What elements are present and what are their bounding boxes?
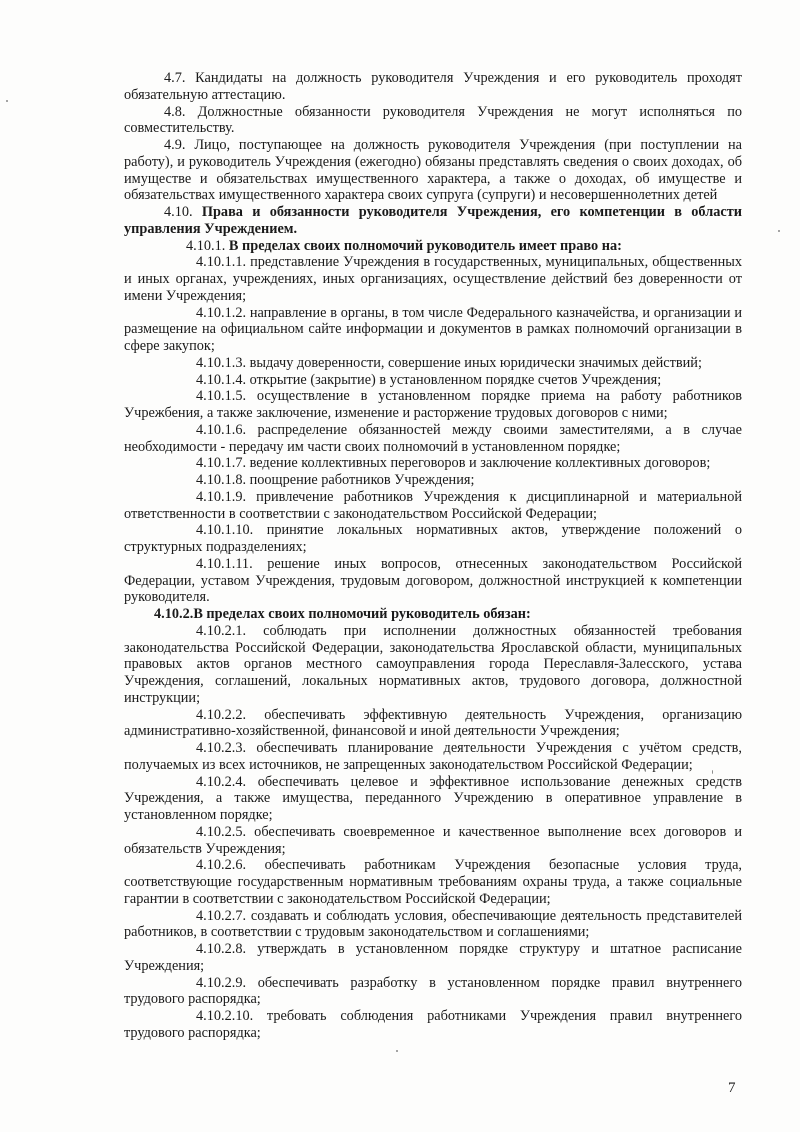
scan-speck: [396, 1050, 398, 1052]
paragraph-4-8: 4.8. Должностные обязанности руководителя Учреждения не могут исполняться по совместительству.: [124, 103, 742, 137]
paragraph-4-10-2-1: 4.10.2.1. соблюдать при исполнении должностных обязанностей требования законодательства Российской Федерации, законодательства Ярославской области, муниципальных правовых актов органов местного самоуправления города Переславля-Залесского, устава Учреждения, соглашений, локальных нормативных актов, трудового договора, должностной инструкции;: [124, 622, 742, 706]
document-body: [124, 70, 742, 1042]
paragraph-4-10-1-5: 4.10.1.5. осуществление в установленном порядке приема на работу работников Учрежбения, а также заключение, изменение и расторжение трудовых договоров с ними;: [124, 388, 742, 421]
paragraph-4-10-1-3: 4.10.1.3. выдачу доверенности, совершение иных юридически значимых действий;: [196, 354, 702, 371]
paragraph-4-10-2-6: 4.10.2.6. обеспечивать работникам Учреждения безопасные условия труда, соответствующие государственным нормативным требованиям охраны труда, а также социальные гарантии в соответствии с законодательством Российской Федерации;: [124, 857, 742, 907]
paragraph-4-10-1-2: 4.10.1.2. направление в органы, в том числе Федерального казначейства, и организации и размещение на официальном сайте информации и документов в рамках полномочий организации в сфере закупок;: [124, 304, 742, 354]
paragraph-4-10-2-9: 4.10.2.9. обеспечивать разработку в установленном порядке правил внутреннего трудового распорядка;: [124, 974, 742, 1008]
paragraph-4-10-2: [124, 606, 742, 623]
paragraph-4-10-1-7: 4.10.1.7. ведение коллективных переговоров и заключение коллективных договоров;: [196, 455, 711, 472]
paragraph-4-10-1-8: 4.10.1.8. поощрение работников Учреждения;: [196, 472, 475, 488]
scan-speck: [6, 100, 8, 102]
page-number: 7: [728, 1080, 736, 1096]
section-number: 4.10.1.: [186, 237, 226, 254]
paragraph-4-10-2-7: 4.10.2.7. создавать и соблюдать условия, обеспечивающие деятельность представителей работников, в соответствии с трудовым законодательством и соглашениями;: [124, 907, 742, 941]
scan-speck: [712, 770, 713, 774]
paragraph-4-10-2-10: 4.10.2.10. требовать соблюдения работниками Учреждения правил внутреннего трудового распорядка;: [124, 1008, 742, 1041]
paragraph-4-10-1-1: 4.10.1.1. представление Учреждения в государственных, муниципальных, общественных и иных органах, учреждениях, иных организациях, осуществление действий без доверенности от имени Учреждения;: [124, 254, 742, 304]
paragraph-4-10-1-4: 4.10.1.4. открытие (закрытие) в установленном порядке счетов Учреждения;: [196, 371, 662, 388]
paragraph-4-10-1-11: 4.10.1.11. решение иных вопросов, отнесенных законодательством Российской Федерации, уставом Учреждения, трудовым договором, должностной инструкцией к компетенции руководителя.: [124, 555, 742, 606]
section-number: 4.10.: [164, 204, 193, 220]
section-heading: В пределах своих полномочий руководитель имеет право на:: [228, 237, 622, 254]
paragraph-4-10-2-3: 4.10.2.3. обеспечивать планирование деятельности Учреждения с учётом средств, получаемых из всех источников, не запрещенных законодательством Российской Федерации;: [124, 740, 742, 773]
section-heading: Права и обязанности руководителя Учреждения, его компетенции в области управления Учреждением.: [124, 204, 742, 237]
paragraph-4-10-1-10: 4.10.1.10. принятие локальных нормативных актов, утверждение положений о структурных подразделениях;: [124, 522, 742, 555]
paragraph-4-10-2-5: 4.10.2.5. обеспечивать своевременное и качественное выполнение всех договоров и обязательств Учреждения;: [124, 823, 742, 857]
paragraph-4-10: [124, 204, 742, 238]
paragraph-4-10-1-9: 4.10.1.9. привлечение работников Учреждения к дисциплинарной и материальной ответственности в соответствии с законодательством Российской Федерации;: [124, 488, 742, 522]
paragraph-4-10-1: [124, 238, 742, 255]
scan-speck: [778, 230, 780, 232]
paragraph-4-10-1-6: 4.10.1.6. распределение обязанностей между своими заместителями, а в случае необходимости - передачу им части своих полномочий в установленном порядке;: [124, 421, 742, 455]
paragraph-4-10-2-8: 4.10.2.8. утверждать в установленном порядке структуру и штатное расписание Учреждения;: [124, 941, 742, 974]
paragraph-4-10-2-4: 4.10.2.4. обеспечивать целевое и эффективное использование денежных средств Учреждения, а также имущества, переданного Учреждению в оперативное управление в установленном порядке;: [124, 773, 742, 823]
paragraph-4-7: 4.7. Кандидаты на должность руководителя Учреждения и его руководитель проходят обязательную аттестацию.: [124, 70, 742, 103]
section-heading: 4.10.2.В пределах своих полномочий руководитель обязан:: [154, 606, 531, 622]
paragraph-4-10-2-2: 4.10.2.2. обеспечивать эффективную деятельность Учреждения, организацию административно-хозяйственной, финансовой и иной деятельности Учреждения;: [124, 706, 742, 740]
paragraph-4-9: 4.9. Лицо, поступающее на должность руководителя Учреждения (при поступлении на работу), и руководитель Учреждения (ежегодно) обязаны представлять сведения о своих доходах, об имуществе и обязательствах имущественного характера, а также о доходах, об имуществе и обязательствах имущественного характера своих супруга (супруги) и несовершеннолетних детей: [124, 137, 742, 204]
